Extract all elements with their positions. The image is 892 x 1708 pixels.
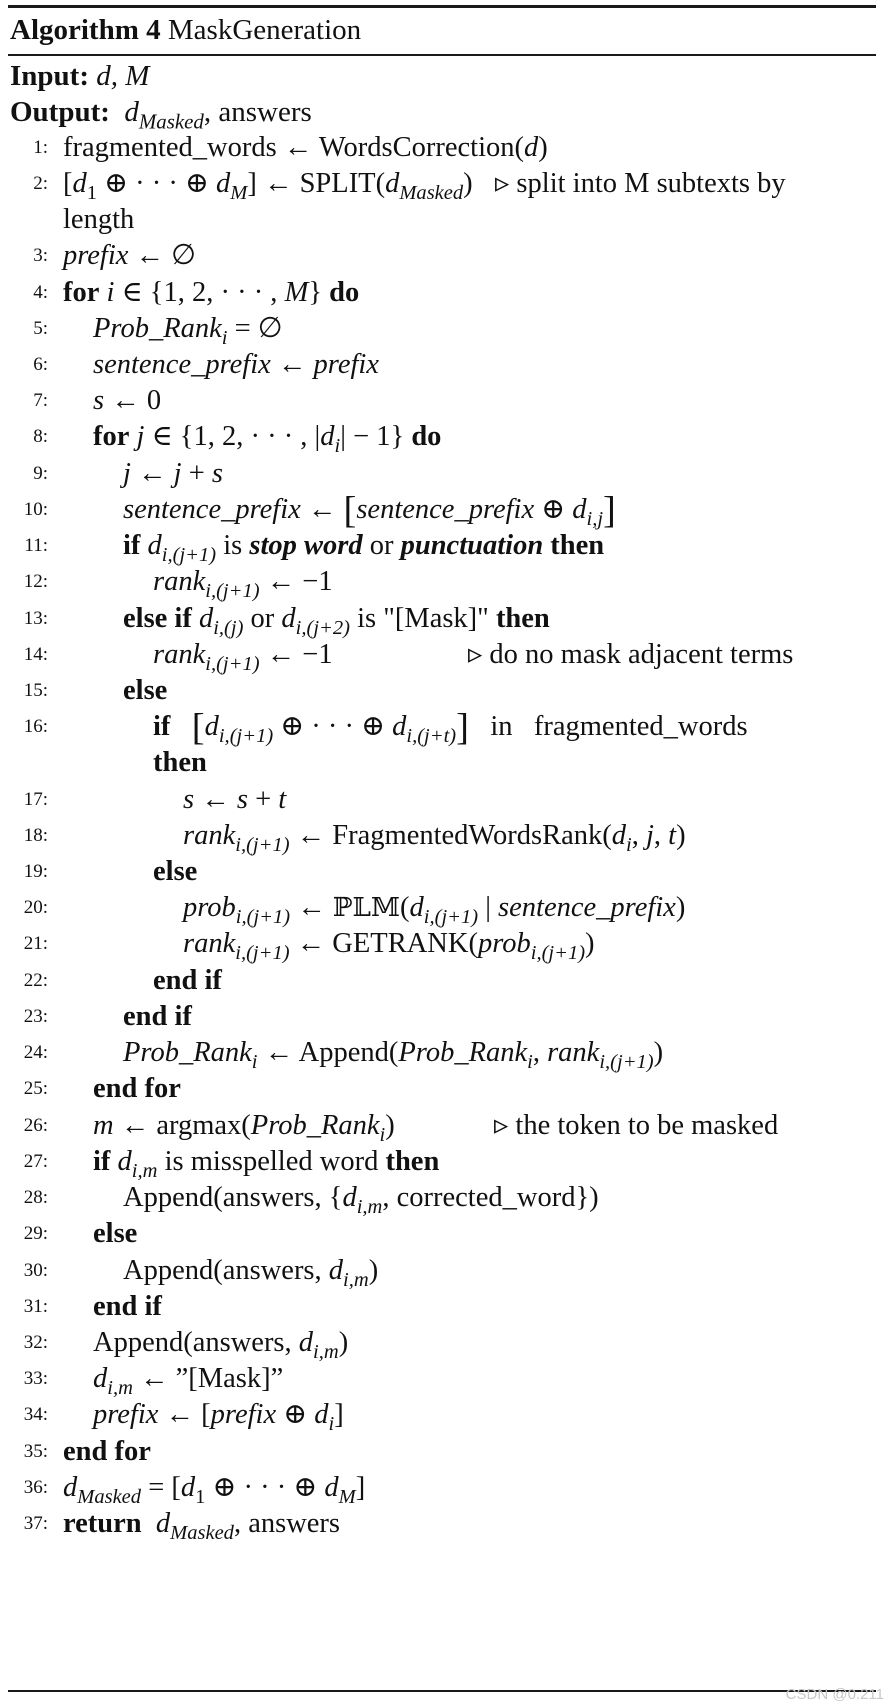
line-number: 10: bbox=[23, 499, 48, 520]
code-line-21 bbox=[0, 926, 892, 965]
line-number: 30: bbox=[23, 1260, 48, 1281]
line-number: 13: bbox=[23, 608, 48, 629]
code-text: then bbox=[153, 747, 207, 778]
line-number: 28: bbox=[23, 1187, 48, 1208]
comment-masked-token: ▹ the token to be masked bbox=[494, 1110, 779, 1141]
line-number: 36: bbox=[23, 1477, 48, 1498]
code-line-4 bbox=[0, 275, 892, 311]
code-line-33 bbox=[0, 1361, 892, 1400]
code-line-28 bbox=[0, 1180, 892, 1219]
watermark: CSDN @0.211 bbox=[785, 1686, 884, 1703]
code-line-27 bbox=[0, 1144, 892, 1183]
code-line-29 bbox=[0, 1216, 892, 1252]
output-line bbox=[10, 94, 312, 134]
code-line-11 bbox=[0, 528, 892, 567]
comment-adjacent: ▹ do no mask adjacent terms bbox=[468, 639, 794, 670]
code-text: end if bbox=[93, 1291, 162, 1322]
line-number: 12: bbox=[23, 571, 48, 592]
code-text: else bbox=[93, 1218, 138, 1249]
code-text: j ← j + s bbox=[123, 458, 224, 489]
line-number: 35: bbox=[23, 1441, 48, 1462]
code-text: end for bbox=[63, 1436, 151, 1467]
line-number: 2: bbox=[33, 173, 48, 194]
code-line-25 bbox=[0, 1071, 892, 1107]
line-number: 34: bbox=[23, 1404, 48, 1425]
code-text: rank$_{i,(j+1)}$ ← GETRANK(prob$_{i,(j+1)}$) bbox=[183, 928, 595, 965]
line-number: 1: bbox=[33, 137, 48, 158]
code-text: [$d_1$ ⊕ · · · ⊕ $d_M$] ← $SPLIT(d_{Masked})$ bbox=[63, 168, 473, 205]
code-line-18 bbox=[0, 818, 892, 857]
code-line-8 bbox=[0, 419, 892, 458]
code-text: for j ∈ {1, 2, · · · , $|d_i| - 1$} do bbox=[93, 421, 442, 458]
line-number: 5: bbox=[33, 318, 48, 339]
code-line-26 bbox=[0, 1108, 892, 1147]
line-number: 11: bbox=[24, 535, 48, 556]
code-line-35 bbox=[0, 1434, 892, 1470]
code-text: rank$_{i,(j+1)}$ ← −1 bbox=[153, 566, 333, 603]
code-line-14 bbox=[0, 637, 892, 676]
code-line-16-cont bbox=[0, 745, 892, 781]
line-number: 4: bbox=[33, 282, 48, 303]
code-text: Prob_Rank$_i$ ← Append(Prob_Rank$_i$, rank$_{i,(j+1)}$) bbox=[123, 1037, 664, 1074]
code-line-12 bbox=[0, 564, 892, 603]
code-text: else bbox=[153, 856, 198, 887]
code-text: prefix ← [prefix ⊕ $d_i$] bbox=[93, 1399, 344, 1436]
code-text: for i ∈ {1, 2, · · · , M} do bbox=[63, 277, 360, 308]
code-line-36 bbox=[0, 1470, 892, 1509]
code-text: if $d_{i,m}$ is misspelled word then bbox=[93, 1146, 440, 1183]
code-line-32 bbox=[0, 1325, 892, 1364]
input-label: Input: bbox=[10, 60, 89, 92]
code-line-15 bbox=[0, 673, 892, 709]
line-number: 25: bbox=[23, 1078, 48, 1099]
code-text: Prob_Rank$_i$ = ∅ bbox=[93, 313, 283, 350]
code-text: $d_{Masked} = [d_1$ ⊕ · · · ⊕ $d_M$] bbox=[63, 1472, 366, 1509]
code-text: s ← s + t bbox=[183, 784, 287, 815]
output-label: Output: bbox=[10, 96, 110, 128]
line-number: 23: bbox=[23, 1006, 48, 1027]
code-line-30 bbox=[0, 1253, 892, 1292]
code-text: end if bbox=[123, 1001, 192, 1032]
code-text: rank$_{i,(j+1)}$ ← $FragmentedWordsRank(d_i$, j, t) bbox=[183, 820, 686, 857]
comment-split: ▹ split into M subtexts by bbox=[495, 168, 786, 199]
code-text: Append(answers, $d_{i,m}$) bbox=[123, 1255, 379, 1292]
code-line-13 bbox=[0, 601, 892, 640]
code-text: s ← 0 bbox=[93, 385, 162, 416]
code-line-9 bbox=[0, 456, 892, 492]
line-number: 19: bbox=[23, 861, 48, 882]
code-text: sentence_prefix ← prefix bbox=[93, 349, 379, 380]
code-line-23 bbox=[0, 999, 892, 1035]
code-text: return $d_{Masked}$, answers bbox=[63, 1508, 341, 1545]
code-line-2 bbox=[0, 166, 892, 205]
line-number: 21: bbox=[23, 933, 48, 954]
line-number: 27: bbox=[23, 1151, 48, 1172]
caption-rule bbox=[8, 54, 876, 56]
code-text: sentence_prefix ← [sentence_prefix ⊕ $d_{i,j}$] bbox=[123, 489, 616, 532]
code-text: Append(answers, $d_{i,m}$) bbox=[93, 1327, 349, 1364]
output-var: $d_{Masked}$ bbox=[117, 96, 204, 134]
code-text: end for bbox=[93, 1073, 181, 1104]
code-line-3 bbox=[0, 238, 892, 274]
line-number: 18: bbox=[23, 825, 48, 846]
code-line-10 bbox=[0, 489, 892, 532]
line-number: 31: bbox=[23, 1296, 48, 1317]
line-number: 26: bbox=[23, 1115, 48, 1136]
line-number: 33: bbox=[23, 1368, 48, 1389]
output-rest: , answers bbox=[203, 96, 312, 128]
line-number: 37: bbox=[23, 1513, 48, 1534]
line-number: 14: bbox=[23, 644, 48, 665]
comment-split-cont: length bbox=[63, 204, 135, 235]
code-line-37 bbox=[0, 1506, 892, 1545]
line-number: 3: bbox=[33, 245, 48, 266]
code-line-2-cont bbox=[0, 202, 892, 238]
code-text: else if $d_{i,(j)}$ or $d_{i,(j+2)}$ is "[Mask]" then bbox=[123, 603, 550, 640]
line-number: 7: bbox=[33, 390, 48, 411]
code-line-34 bbox=[0, 1397, 892, 1436]
code-line-19 bbox=[0, 854, 892, 890]
line-number: 22: bbox=[23, 970, 48, 991]
input-value: d, M bbox=[96, 60, 150, 92]
code-line-5 bbox=[0, 311, 892, 350]
line-number: 29: bbox=[23, 1223, 48, 1244]
code-text: if [$d_{i,(j+1)}$ ⊕ · · · ⊕ $d_{i,(j+t)}$] in fragmented_words bbox=[153, 706, 748, 749]
bottom-rule bbox=[8, 1690, 876, 1692]
line-number: 16: bbox=[23, 716, 48, 737]
code-line-7 bbox=[0, 383, 892, 419]
code-line-1 bbox=[0, 130, 892, 166]
code-line-17 bbox=[0, 782, 892, 818]
code-text: rank$_{i,(j+1)}$ ← −1 bbox=[153, 639, 333, 676]
code-text: else bbox=[123, 675, 168, 706]
line-number: 24: bbox=[23, 1042, 48, 1063]
code-text: Append(answers, {$d_{i,m}$, corrected_word}) bbox=[123, 1182, 599, 1219]
algorithm-caption bbox=[10, 6, 361, 54]
line-number: 6: bbox=[33, 354, 48, 375]
code-text: m ← argmax(Prob_Rank$_i$) bbox=[93, 1110, 395, 1147]
code-line-31 bbox=[0, 1289, 892, 1325]
line-number: 32: bbox=[23, 1332, 48, 1353]
code-text: end if bbox=[153, 965, 222, 996]
code-text: fragmented_words ← WordsCorrection(d) bbox=[63, 132, 548, 163]
code-text: prob$_{i,(j+1)}$ ← $ℙ𝕃𝕄(d_{i,(j+1)}$ | sentence_prefix) bbox=[183, 892, 686, 929]
line-number: 9: bbox=[33, 463, 48, 484]
line-number: 15: bbox=[23, 680, 48, 701]
input-line bbox=[10, 58, 149, 94]
code-line-20 bbox=[0, 890, 892, 929]
line-number: 8: bbox=[33, 426, 48, 447]
line-number: 20: bbox=[23, 897, 48, 918]
code-text: if $d_{i,(j+1)}$ is stop word or punctuation then bbox=[123, 530, 605, 567]
code-text: prefix ← ∅ bbox=[63, 240, 196, 271]
code-line-16 bbox=[0, 706, 892, 749]
code-line-6 bbox=[0, 347, 892, 383]
algorithm-label: Algorithm 4 bbox=[10, 14, 161, 46]
algorithm-name: MaskGeneration bbox=[167, 14, 362, 46]
line-number: 17: bbox=[23, 789, 48, 810]
code-text: $d_{i,m}$ ← ”[Mask]” bbox=[93, 1363, 284, 1400]
code-line-22 bbox=[0, 963, 892, 999]
code-line-24 bbox=[0, 1035, 892, 1074]
